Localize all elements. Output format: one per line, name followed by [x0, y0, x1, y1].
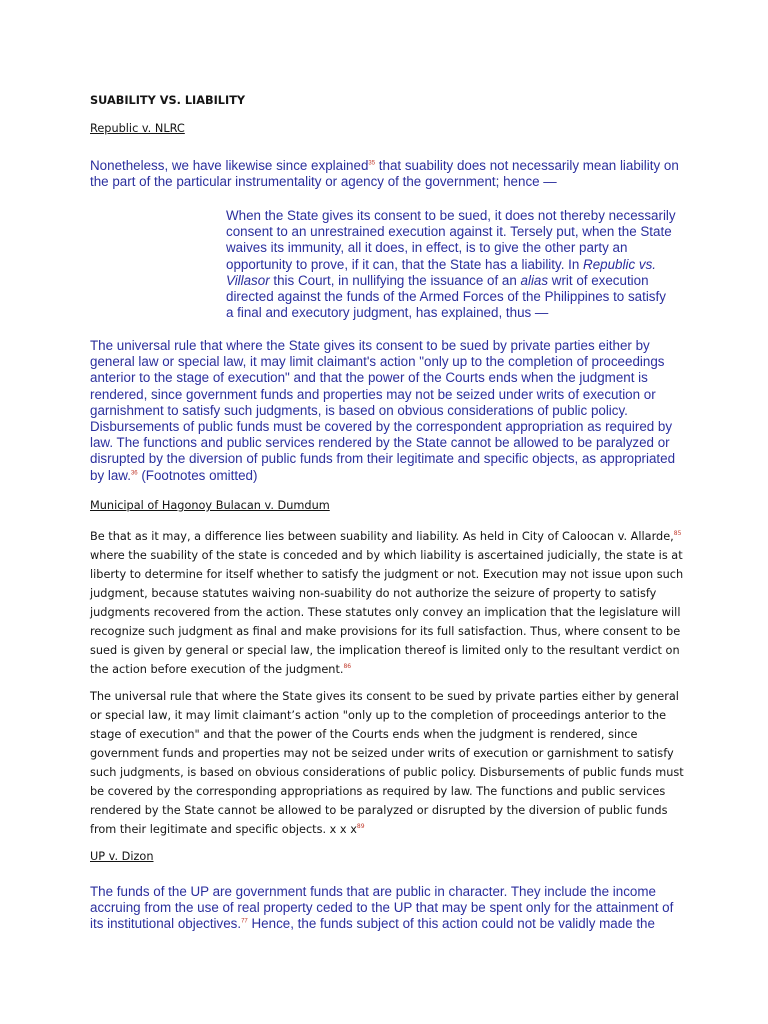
footnote-marker: 85 — [673, 530, 682, 538]
paragraph-hagonoy-universal-rule: The universal rule that where the State gives its consent to be sued by private parties either by general or special law, it may limit claimant’s action "only up to the completion of proceedings anterior to the stage of execution" and that the power of the Courts ends when the judgment is rendered, since government funds and properties may not be seized under writs of execution or garnishment to satisfy such judgments, is based on obvious considerations of public policy. Disbursements of public funds must be covered by the corresponding appropriations as required by law. The functions and public services rendered by the State cannot be allowed to be paralyzed or disrupted by the diversion of public funds from their legitimate and specific objects. x x x$^{89}$ — [90, 690, 684, 836]
footnote-marker: 36 — [130, 470, 138, 477]
paragraph-up-funds: The funds of the UP are government funds that are public in character. They include the income accruing from the use of real property ceded to the UP that may be spent only for the attainment of its institutional objectives.$^{77}$ Hence, the funds subject of this action could not be validly made the — [90, 884, 674, 932]
case-heading-republic-v-nlrc: Republic v. NLRC — [90, 122, 185, 135]
footnote-marker: 35 — [368, 160, 376, 167]
case-heading-up-v-dizon: UP v. Dizon — [90, 850, 154, 863]
footnote-marker: 77 — [241, 918, 248, 925]
paragraph-nlrc-universal-rule: The universal rule that where the State gives its consent to be sued by private parties either by general law or special law, it may limit claimant's action "only up to the completion of proceedings anterior to the stage of execution" and that the power of the Courts ends when the judgment is rendered, since government funds and properties may not be seized under writs of execution or garnishment to satisfy such judgments, is based on obvious considerations of public policy. Disbursements of public funds must be covered by the correspondent appropriation as required by law. The functions and public services rendered by the State cannot be allowed to be paralyzed or disrupted by the diversion of public funds from their legitimate and specific objects, as appropriated by law.$^{36}$ (Footnotes omitted) — [90, 338, 676, 483]
paragraph-hagonoy-suability: Be that as it may, a difference lies between suability and liability. As held in City of Caloocan v. Allarde,$^{85}$ where the suability of the state is conceded and by which liability is ascertained judicially, the state is at liberty to determine for itself whether to satisfy the judgment or not. Execution may not issue upon such judgment, because statutes waiving non-suability do not authorize the seizure of property to satisfy judgments recovered from the action. These statutes only convey an implication that the legislature will recognize such judgment as final and make provisions for its full satisfaction. Thus, where consent to be sued is given by general or special law, the implication thereof is limited only to the resultant verdict on the action before execution of the judgment.$^{86}$ — [90, 530, 684, 676]
footnote-marker: 86 — [343, 663, 352, 671]
paragraph-nlrc-intro: Nonetheless, we have likewise since explained$^{35}$ that suability does not necessarily mean liability on the part of the particular instrumentality or agency of the government; hence — — [90, 158, 679, 190]
document-title: SUABILITY VS. LIABILITY — [90, 94, 246, 107]
block-quote-nlrc: When the State gives its consent to be sued, it does not thereby necessarily consent to an unrestrained execution against it. Tersely put, when the State waives its immunity, all it does, in effect, is to give the other party an opportunity to prove, if it can, that the State has a liability. In Republic vs. Villasor this Court, in nullifying the issuance of an alias writ of execution directed against the funds of the Armed Forces of the Philippines to satisfy a final and executory judgment, has explained, thus — — [226, 208, 676, 321]
case-heading-hagonoy-v-dumdum: Municipal of Hagonoy Bulacan v. Dumdum — [90, 499, 330, 512]
footnote-marker: 89 — [356, 823, 365, 831]
